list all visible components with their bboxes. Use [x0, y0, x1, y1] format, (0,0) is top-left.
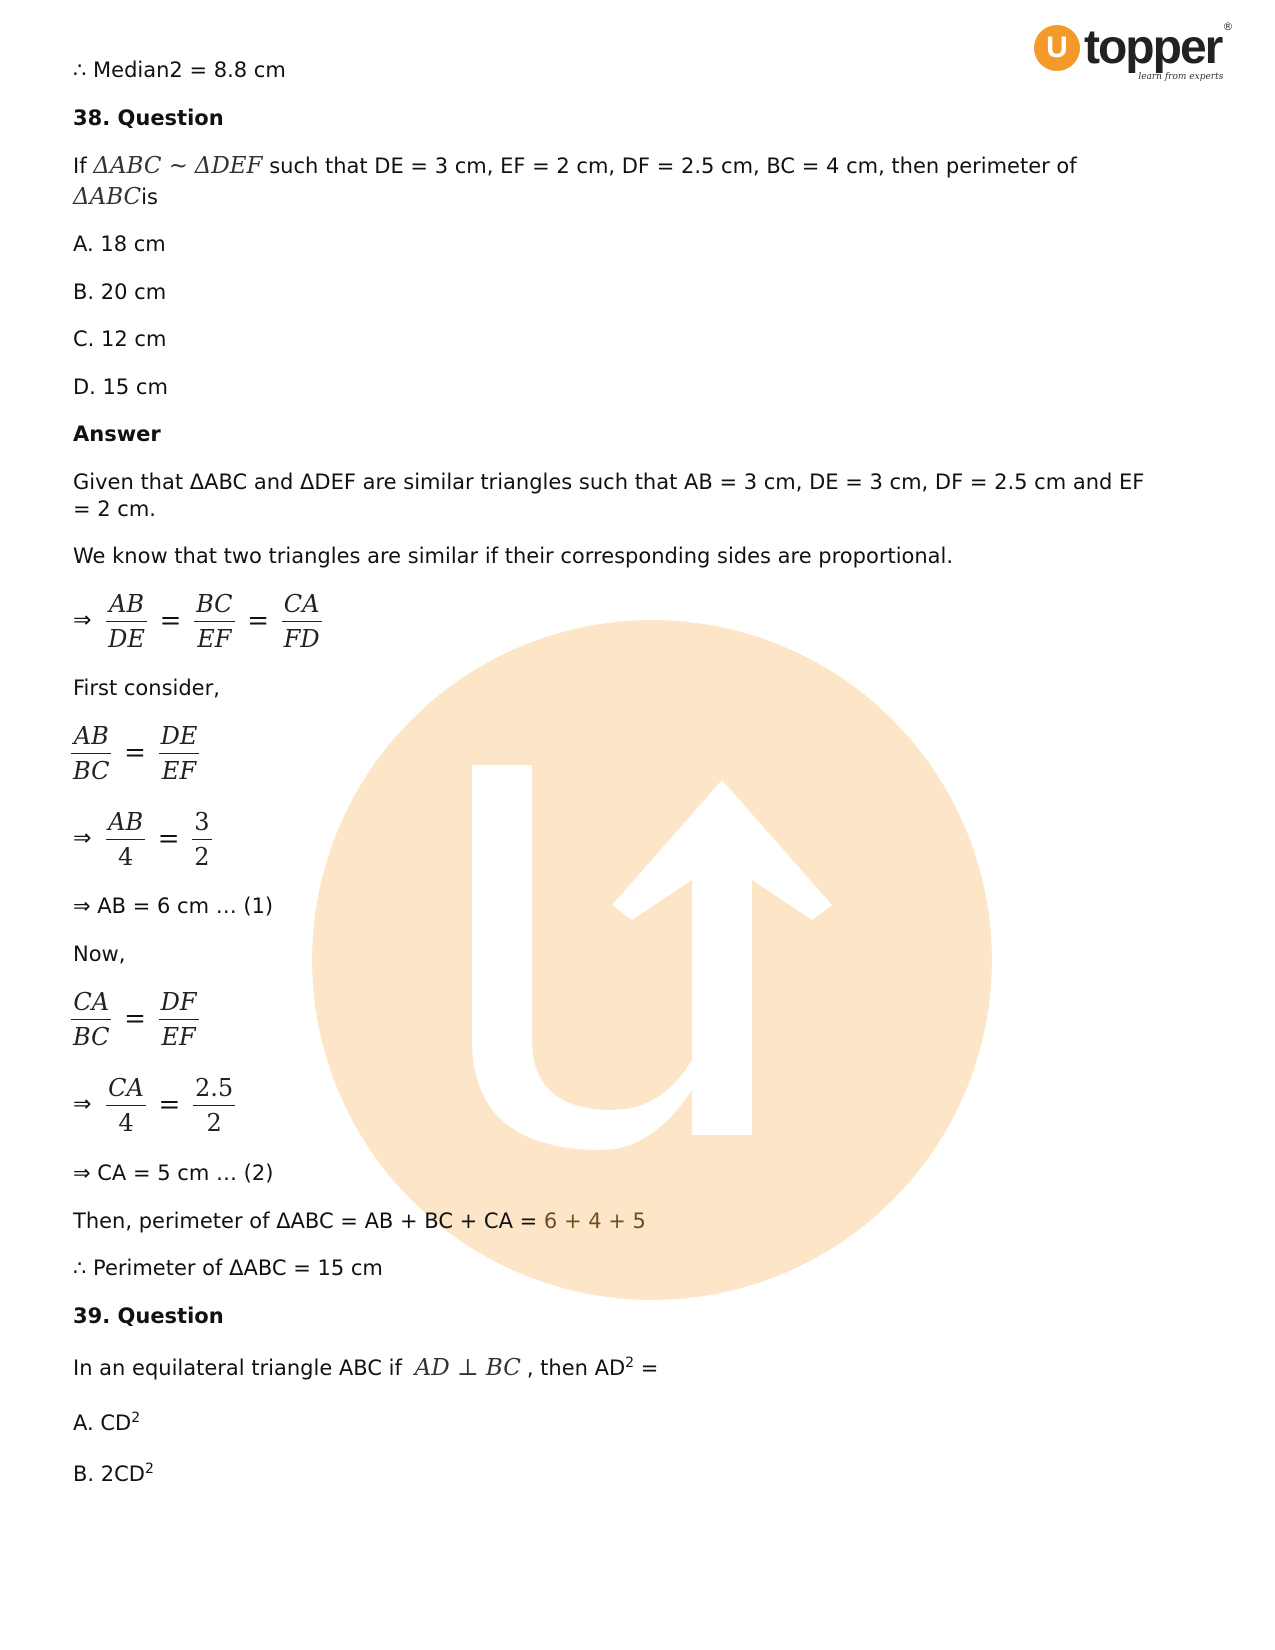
q39-text-c: =: [634, 1356, 659, 1380]
implies-icon: ⇒: [73, 1092, 92, 1118]
first-consider: First consider,: [73, 676, 220, 700]
q39-option-b: B. $2CD^2$: [73, 1461, 154, 1486]
question-39-title: 39. Question: [73, 1304, 224, 1328]
q38-triangle-def: ΔDEF: [194, 153, 263, 179]
fraction: $\frac{2.5}{2}$: [193, 1071, 235, 1140]
now-label: Now,: [73, 942, 126, 966]
q38-triangle-abc-2: ΔABC: [73, 184, 142, 210]
perimeter-conclusion: ∴ Perimeter of ΔABC = 15 cm: [73, 1256, 383, 1280]
fraction: $\frac{AB}{DE}$: [106, 587, 147, 656]
option-d: D. 15 cm: [73, 375, 168, 399]
logo-tagline: learn from experts: [1138, 72, 1224, 82]
option-b: B. 20 cm: [73, 280, 167, 304]
step-1-equation: $\frac{AB}{BC}$ = $\frac{DE}{EF}$: [67, 719, 203, 788]
given-line-2: = 2 cm.: [73, 497, 156, 521]
q38-if: If: [73, 154, 87, 178]
fraction: $\frac{BC}{EF}$: [194, 587, 234, 656]
implies-icon: ⇒: [73, 608, 92, 634]
given-line-1: Given that ΔABC and ΔDEF are similar triangles such that AB = 3 cm, DE = 3 cm, DF = 2.5 cm and EF: [73, 470, 1145, 494]
q38-triangle-abc: ΔABC ~: [93, 153, 189, 179]
step-3-equation: $\frac{CA}{BC}$ = $\frac{DF}{EF}$: [67, 985, 203, 1054]
question-39-text: [73, 1355, 658, 1383]
perimeter-sum-text: Then, perimeter of ΔABC = AB + BC + CA =: [73, 1209, 544, 1233]
proportion-equation: ⇒ $\frac{AB}{DE}$ = $\frac{BC}{EF}$ = $\frac{CA}{FD}$: [73, 587, 326, 656]
fraction: $\frac{DF}{EF}$: [159, 985, 199, 1054]
q39-text-b: , then AD: [526, 1356, 626, 1380]
perimeter-sum-values: 6 + 4 + 5: [543, 1209, 646, 1233]
question-38-text-cont: [73, 184, 158, 212]
fraction: $\frac{AB}{4}$: [106, 805, 145, 874]
q38-is: is: [141, 185, 158, 209]
q39-text-a: In an equilateral triangle ABC if: [73, 1356, 402, 1380]
fraction: $\frac{CA}{FD}$: [282, 587, 322, 656]
median-result: ∴ Median2 = 8.8 cm: [73, 58, 286, 82]
perimeter-sum: [73, 1209, 646, 1234]
registered-icon: ®: [1222, 20, 1234, 33]
option-a: A. 18 cm: [73, 232, 166, 256]
step-4-equation: ⇒ $\frac{CA}{4}$ = $\frac{2.5}{2}$: [73, 1071, 239, 1140]
similarity-statement: We know that two triangles are similar if their corresponding sides are proportional.: [73, 544, 954, 568]
step-2-equation: ⇒ $\frac{AB}{4}$ = $\frac{3}{2}$: [73, 805, 216, 874]
watermark-logo-icon: [312, 620, 992, 1300]
fraction: $\frac{3}{2}$: [192, 805, 211, 874]
fraction: $\frac{DE}{EF}$: [159, 719, 200, 788]
fraction: $\frac{AB}{BC}$: [71, 719, 111, 788]
ab-result: ⇒ AB = 6 cm … (1): [73, 894, 274, 918]
option-c: C. 12 cm: [73, 327, 167, 351]
q39-perpendicular: AD ⊥ BC: [414, 1355, 521, 1381]
brand-logo: [1034, 20, 1234, 82]
logo-badge-icon: U: [1034, 25, 1080, 71]
implies-icon: ⇒: [73, 826, 92, 852]
question-38-text: [73, 153, 1077, 181]
q39-option-a: A. $CD^2$: [73, 1410, 141, 1435]
answer-heading: Answer: [73, 422, 161, 446]
logo-wordmark: topper: [1084, 21, 1222, 74]
question-38-title: 38. Question: [73, 106, 224, 130]
fraction: $\frac{CA}{BC}$: [71, 985, 111, 1054]
ca-result: ⇒ CA = 5 cm … (2): [73, 1161, 274, 1185]
q38-rest: such that DE = 3 cm, EF = 2 cm, DF = 2.5 cm, BC = 4 cm, then perimeter of: [269, 154, 1077, 178]
q39-sup: 2: [625, 1355, 635, 1371]
fraction: $\frac{CA}{4}$: [106, 1071, 146, 1140]
